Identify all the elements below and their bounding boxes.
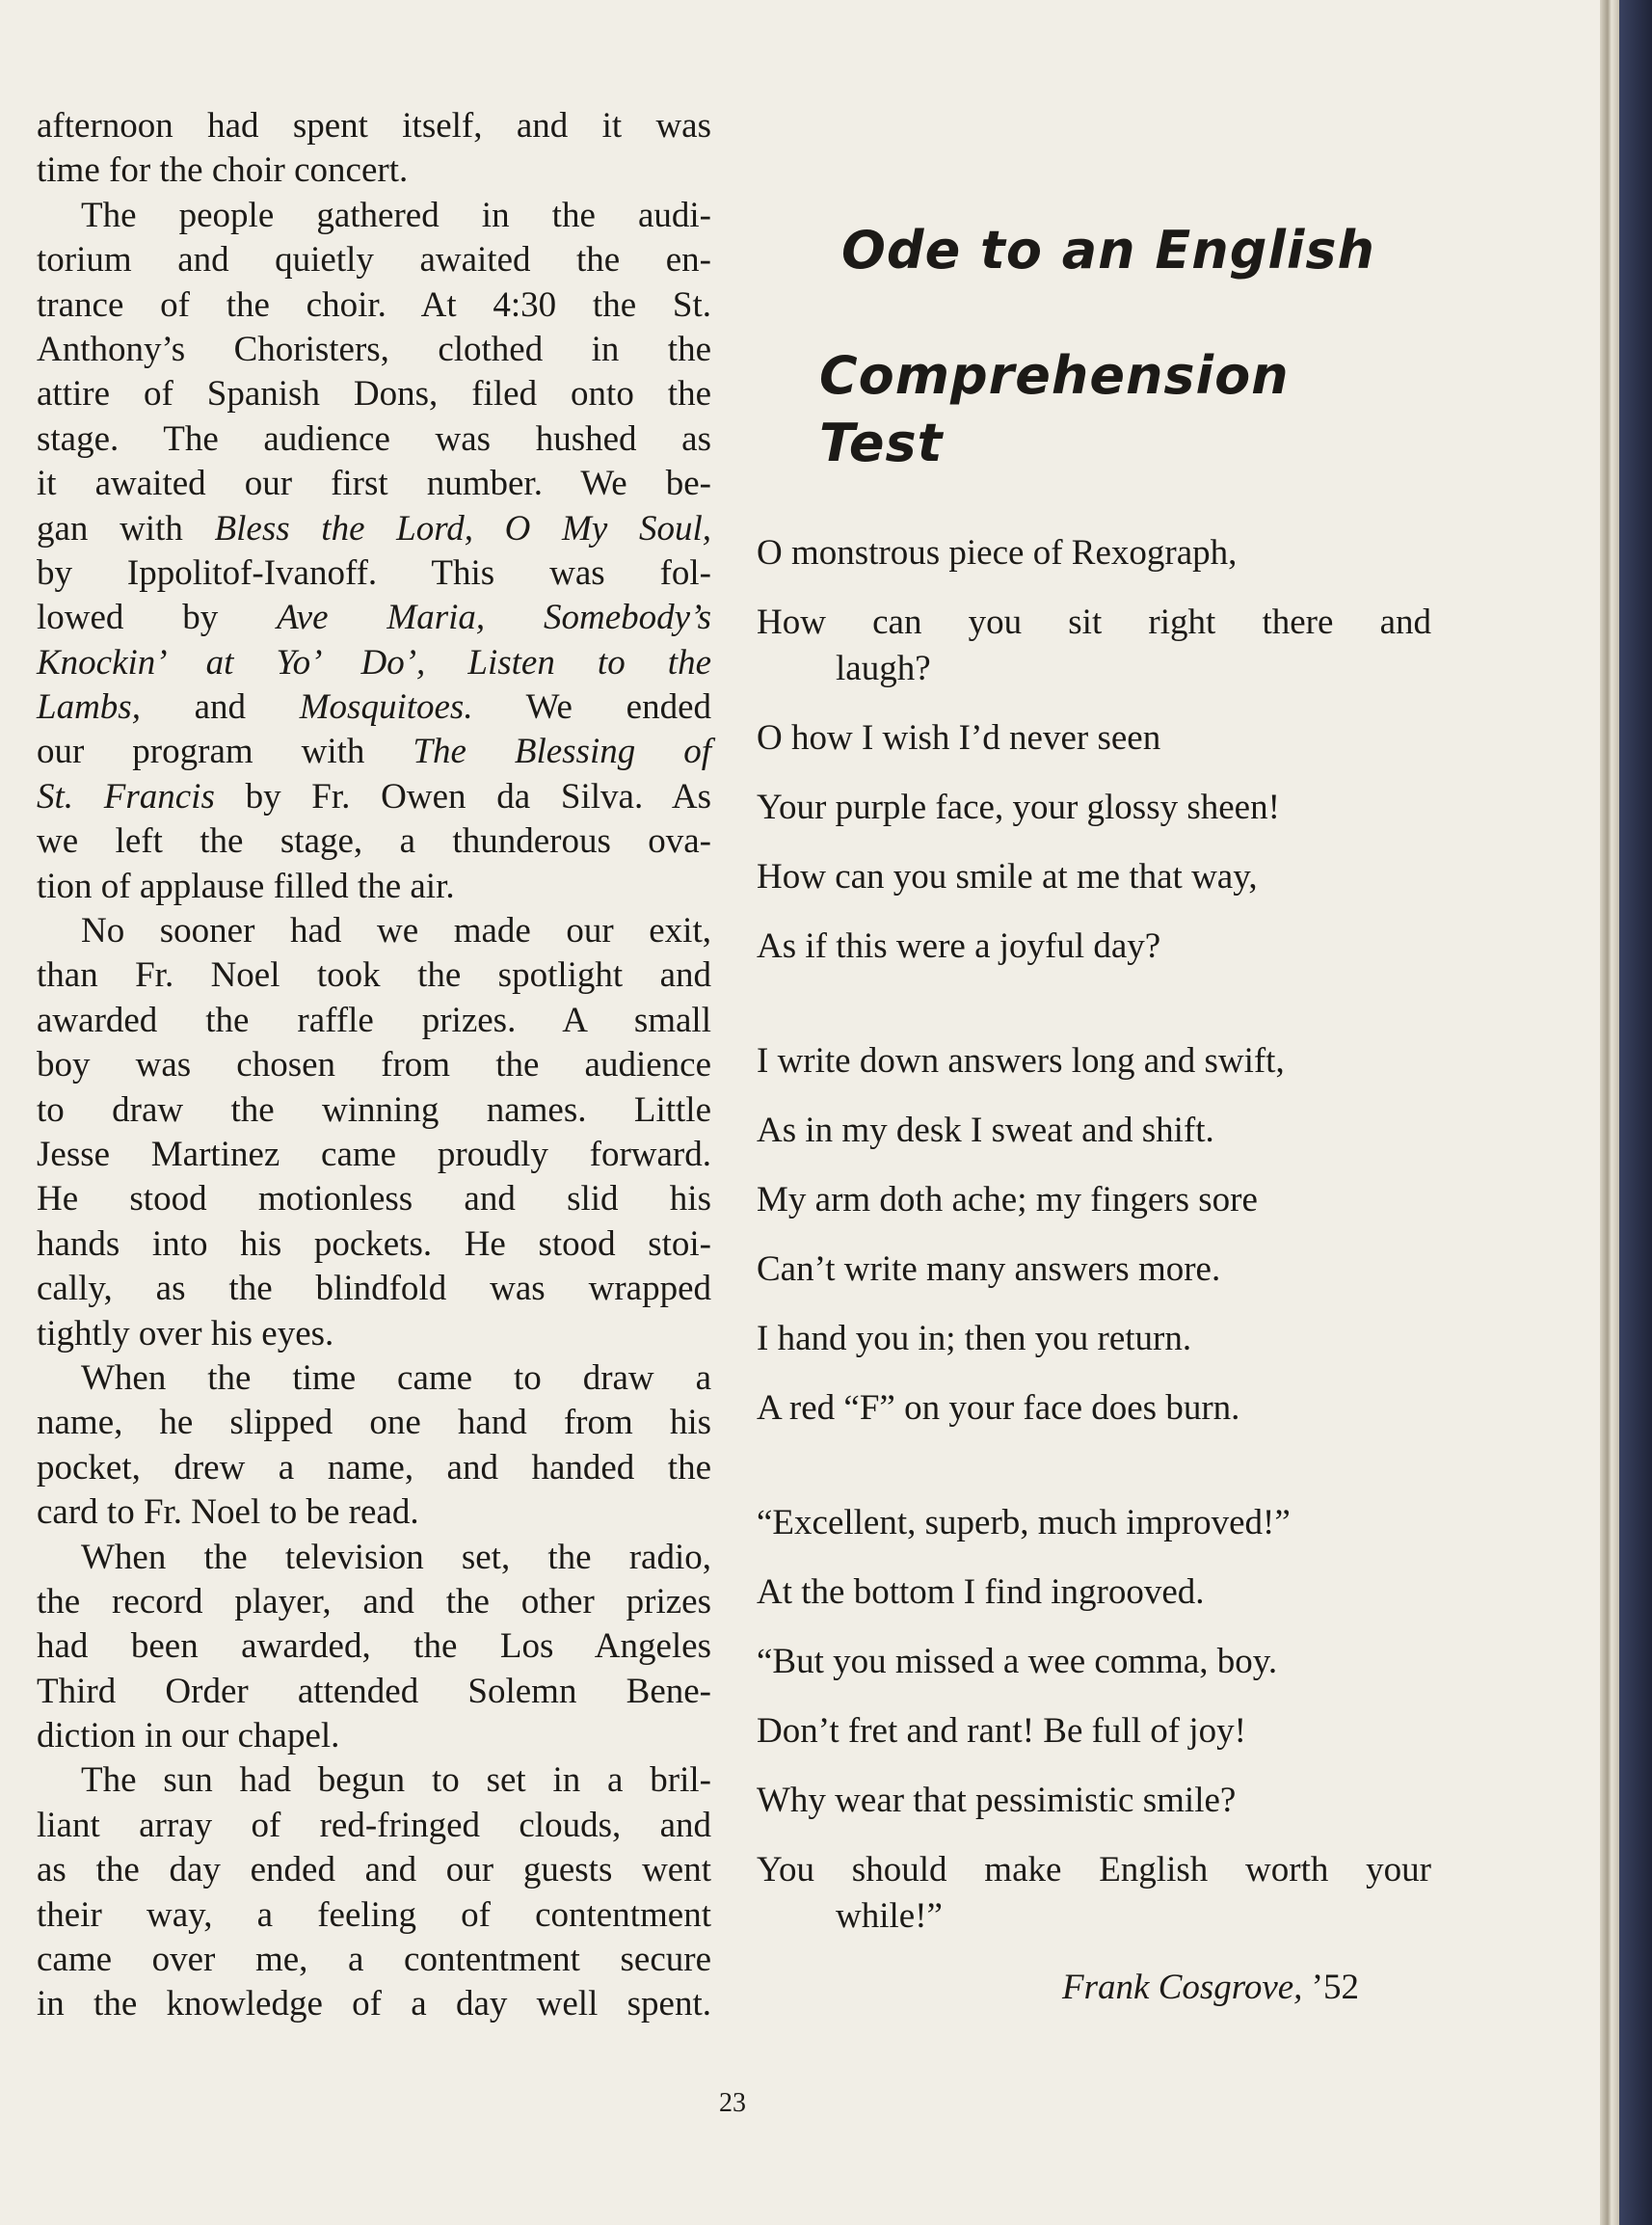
text-segment: Knockin’ at Yo’ Do’, Listen to the — [37, 642, 711, 683]
text-segment: our program with — [37, 732, 413, 772]
text-segment: and — [140, 687, 300, 728]
text-line — [37, 148, 711, 193]
text-segment: afternoon had spent itself, and it was — [37, 106, 711, 146]
poem-line: while!” — [836, 1896, 943, 1936]
text-segment: lowed by — [37, 598, 278, 638]
text-segment: gan with — [37, 508, 215, 549]
text-line — [37, 1580, 711, 1624]
text-segment: cally, as the blindfold was wrapped — [37, 1269, 711, 1309]
text-line — [37, 596, 711, 640]
text-line — [37, 1446, 711, 1490]
text-line — [37, 1624, 711, 1669]
text-line — [37, 372, 711, 416]
text-line — [37, 865, 711, 909]
text-line — [37, 1088, 711, 1133]
text-line — [37, 507, 711, 551]
text-segment: came over me, a contentment secure — [37, 1940, 711, 1980]
poem-title — [752, 217, 1426, 477]
text-line — [37, 1893, 711, 1938]
text-segment: card to Fr. Noel to be read. — [37, 1492, 419, 1533]
text-line — [37, 1222, 711, 1267]
text-line — [37, 1714, 711, 1758]
poem-line: I write down answers long and swift, — [757, 1041, 1285, 1081]
poem-line: How can you sit right there and — [757, 603, 1431, 642]
text-segment: The Blessing of — [413, 732, 711, 772]
text-segment: the record player, and the other prizes — [37, 1581, 711, 1622]
text-segment: it awaited our first number. We be- — [37, 464, 711, 504]
text-segment: Mosquitoes. — [299, 687, 473, 728]
poem-line: “But you missed a wee comma, boy. — [757, 1642, 1278, 1681]
author-class-year: ’52 — [1302, 1968, 1359, 2007]
poem-line: O monstrous piece of Rexograph, — [757, 533, 1238, 573]
poem-title-line-2: Comprehension Test — [819, 345, 1290, 473]
text-segment: name, he slipped one hand from his — [37, 1403, 711, 1443]
book-spine — [1619, 0, 1652, 2225]
text-segment: tightly over his eyes. — [37, 1313, 334, 1354]
text-segment: He stood motionless and slid his — [37, 1179, 711, 1220]
text-line — [37, 238, 711, 282]
poem-line: You should make English worth your — [757, 1850, 1431, 1890]
text-line — [37, 1670, 711, 1714]
text-line — [37, 1267, 711, 1311]
text-segment: Jesse Martinez came proudly forward. — [37, 1134, 711, 1174]
text-line — [37, 417, 711, 462]
poem-line: My arm doth ache; my fingers sore — [757, 1180, 1258, 1220]
text-segment: No sooner had we made our exit, — [81, 911, 711, 952]
text-segment: liant array of red-fringed clouds, and — [37, 1805, 711, 1845]
text-line — [37, 283, 711, 328]
text-line — [37, 1804, 711, 1848]
text-line — [37, 1356, 711, 1401]
poem-line: How can you smile at me that way, — [757, 857, 1258, 897]
text-segment: Bless the Lord, O My Soul, — [214, 508, 711, 549]
text-segment: St. Francis — [37, 776, 215, 817]
text-segment: When the television set, the radio, — [81, 1537, 711, 1577]
text-segment: boy was chosen from the audience — [37, 1045, 711, 1086]
text-segment: as the day ended and our guests went — [37, 1850, 711, 1890]
text-segment: had been awarded, the Los Angeles — [37, 1626, 711, 1667]
text-line — [37, 1401, 711, 1445]
text-segment: Anthony’s Choristers, clothed in the — [37, 329, 711, 369]
text-line — [37, 953, 711, 998]
text-line — [37, 1982, 711, 2026]
poem-line: Don’t fret and rant! Be full of joy! — [757, 1711, 1246, 1751]
poem-line: “Excellent, superb, much improved!” — [757, 1503, 1291, 1542]
text-line — [37, 999, 711, 1043]
text-line — [37, 909, 711, 953]
text-line — [37, 104, 711, 148]
poem-line: A red “F” on your face does burn. — [757, 1388, 1240, 1428]
text-segment: Ave Maria, Somebody’s — [277, 598, 711, 638]
text-line — [37, 194, 711, 238]
text-segment: trance of the choir. At 4:30 the St. — [37, 284, 711, 325]
article-continuation-column — [37, 104, 711, 2027]
text-line — [37, 1133, 711, 1177]
text-segment: their way, a feeling of contentment — [37, 1894, 711, 1935]
text-segment: pocket, drew a name, and handed the — [37, 1447, 711, 1488]
text-segment: than Fr. Noel took the spotlight and — [37, 955, 711, 996]
poem-line: Your purple face, your glossy sheen! — [757, 788, 1280, 827]
text-segment: hands into his pockets. He stood stoi- — [37, 1223, 711, 1264]
poem-line: Why wear that pessimistic smile? — [757, 1781, 1237, 1820]
text-segment: The sun had begun to set in a bril- — [81, 1760, 711, 1801]
text-segment: stage. The audience was hushed as — [37, 418, 711, 459]
text-segment: awarded the raffle prizes. A small — [37, 1000, 711, 1040]
text-segment: The people gathered in the audi- — [81, 195, 711, 235]
poem-line: Can’t write many answers more. — [757, 1249, 1221, 1289]
text-segment: We ended — [472, 687, 711, 728]
text-segment: to draw the winning names. Little — [37, 1089, 711, 1130]
poem-line: At the bottom I find ingrooved. — [757, 1572, 1205, 1612]
page-edge — [1600, 0, 1619, 2225]
text-line — [37, 1848, 711, 1892]
text-line — [37, 775, 711, 819]
text-segment: by Ippolitof-Ivanoff. This was fol- — [37, 552, 711, 593]
text-segment: When the time came to draw a — [81, 1357, 711, 1398]
poem-line: laugh? — [836, 649, 931, 688]
text-segment: Third Order attended Solemn Bene- — [37, 1671, 711, 1711]
text-line — [37, 1938, 711, 1982]
text-line — [37, 328, 711, 372]
text-line — [37, 1758, 711, 1803]
text-segment: torium and quietly awaited the en- — [37, 240, 711, 281]
text-segment: time for the choir concert. — [37, 150, 409, 191]
author-name: Frank Cosgrove, — [1062, 1968, 1303, 2007]
text-line — [37, 685, 711, 730]
poem-line: As in my desk I sweat and shift. — [757, 1111, 1214, 1150]
text-segment: diction in our chapel. — [37, 1716, 340, 1756]
page-number: 23 — [719, 2088, 746, 2118]
text-line — [37, 730, 711, 774]
text-line — [37, 462, 711, 506]
text-segment: we left the stage, a thunderous ova- — [37, 821, 711, 862]
text-segment: Lambs, — [37, 687, 141, 728]
text-line — [37, 641, 711, 685]
poem-body — [757, 530, 1431, 1940]
text-line — [37, 1043, 711, 1087]
text-segment: by Fr. Owen da Silva. As — [214, 776, 711, 817]
poem-line: I hand you in; then you return. — [757, 1319, 1192, 1358]
text-line — [37, 1312, 711, 1356]
text-segment: tion of applause filled the air. — [37, 866, 455, 906]
text-line — [37, 1536, 711, 1580]
text-segment: in the knowledge of a day well spent. — [37, 1984, 711, 2024]
poem-line: As if this were a joyful day? — [757, 926, 1161, 966]
poem-title-line-1: Ode to an English — [841, 220, 1375, 281]
text-line — [37, 1177, 711, 1221]
text-line — [37, 551, 711, 596]
text-segment: attire of Spanish Dons, filed onto the — [37, 374, 711, 415]
poem-author — [1062, 1967, 1359, 2008]
text-line — [37, 819, 711, 864]
poem-line: O how I wish I’d never seen — [757, 718, 1161, 758]
text-line — [37, 1490, 711, 1535]
